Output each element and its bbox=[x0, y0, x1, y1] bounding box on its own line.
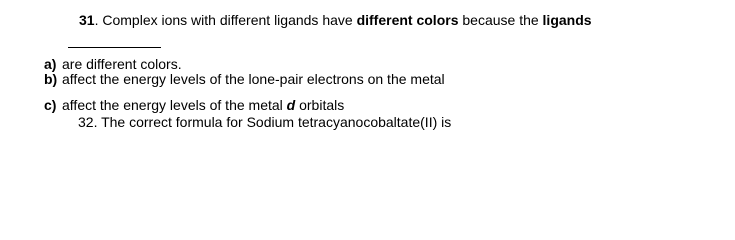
next-question-fragment: 32. The correct formula for Sodium tetracyanocobaltate(II) is bbox=[78, 114, 452, 130]
option-c-text-after: orbitals bbox=[295, 97, 345, 113]
answer-blank-line bbox=[68, 47, 161, 48]
option-a-letter: a) bbox=[44, 56, 57, 72]
question-text-part-1: . Complex ions with different ligands have bbox=[94, 12, 357, 28]
option-c-letter: c) bbox=[44, 97, 57, 113]
option-c-d-orbital-symbol: d bbox=[286, 97, 296, 113]
option-a bbox=[44, 56, 182, 72]
option-b-letter: b) bbox=[44, 71, 58, 87]
question-bold-different-colors: different colors bbox=[356, 12, 459, 28]
option-b-text: affect the energy levels of the lone-pair electrons on the metal bbox=[62, 71, 445, 87]
question-number: 31 bbox=[79, 12, 95, 28]
question-bold-ligands: ligands bbox=[542, 12, 592, 28]
option-a-text: are different colors. bbox=[62, 56, 182, 72]
option-b bbox=[44, 71, 445, 87]
option-c bbox=[44, 97, 344, 113]
question-text-part-2: because the bbox=[458, 12, 543, 28]
question-31 bbox=[79, 11, 592, 29]
option-c-text-before: affect the energy levels of the metal bbox=[62, 97, 287, 113]
